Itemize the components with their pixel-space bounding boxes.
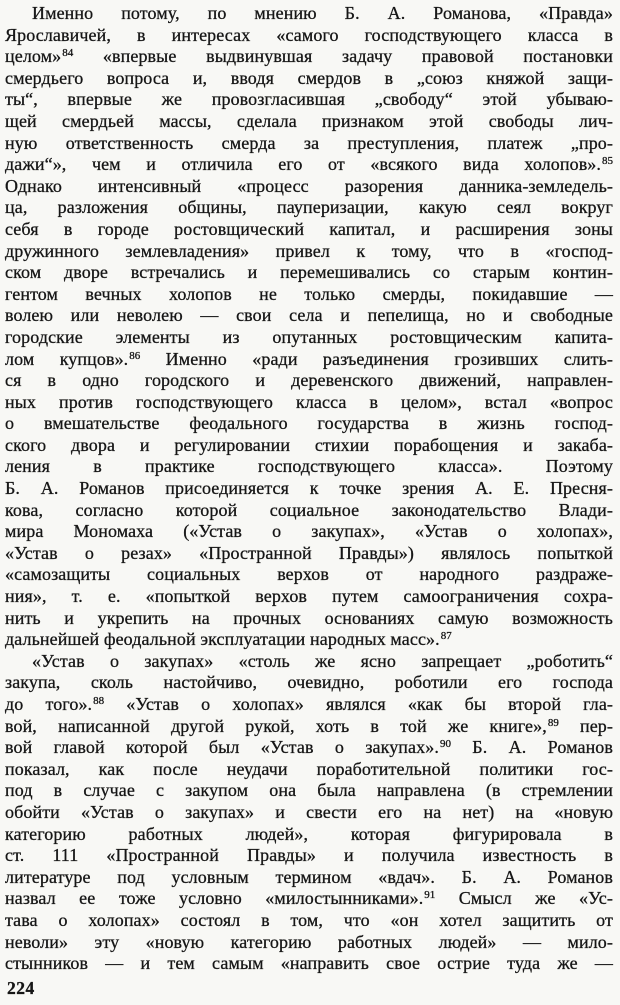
- text-line: Именно потому, по мнению Б. А. Романова, «Правда»: [32, 3, 613, 23]
- text-line: до того».$^{88}$ «Устав о холопах» являлся «как бы второй гла-: [5, 694, 614, 714]
- text-line: ца, разложения общины, пауперизации, какую сеял вокруг: [5, 197, 613, 218]
- text-line: Б. А. Романов присоединяется к точке зрения А. Е. Пресня-: [5, 478, 613, 499]
- text-line: стынников — и тем самым «направить свое острие туда же —: [5, 953, 613, 974]
- text-line: кова, согласно которой социальное законодательство Влади-: [5, 499, 613, 520]
- text-line: неволи» эту «новую категорию работных людей» — мило-: [5, 931, 613, 952]
- text-line: тава о холопах» состоял в том, что «он хотел защитить от: [5, 909, 613, 930]
- text-line: вой, написанной другой рукой, хоть в той же книге»,$^{89}$ пер-: [5, 715, 613, 736]
- text-line: ную ответственность смерда за преступления, платеж „про-: [5, 132, 613, 153]
- text-line: городские элементы из опутанных ростовщическим капита-: [5, 326, 613, 347]
- text-line: ся в одно городского и деревенского движений, направлен-: [5, 370, 613, 391]
- text-line: мира Мономаха («Устав о закупах», «Устав о холопах»,: [5, 521, 613, 542]
- text-line: Однако интенсивный «процесс разорения данника-земледель-: [5, 175, 613, 196]
- footnote-ref: 85: [602, 155, 613, 168]
- page-number: 224: [7, 978, 35, 998]
- text-line: дажи“», чем и отличила его от «всякого вида холопов».$^{85}$: [5, 154, 613, 175]
- footnote-ref: 91: [424, 889, 436, 902]
- footnote-ref: 90: [439, 738, 451, 751]
- footnote-ref: 87: [440, 630, 452, 643]
- text-line: «самозащиты социальных верхов от народного раздраже-: [5, 564, 613, 585]
- text-line: категорию работных людей», которая фигурировала в: [5, 823, 613, 844]
- text-line: целом»$^{84}$ «впервые выдвинувшая задачу правовой постановки: [5, 46, 613, 67]
- text-line: ст. 111 «Пространной Правды» и получила известность в: [5, 845, 613, 866]
- text-line: лом купцов».$^{86}$ Именно «ради разъединения грозивших слить-: [5, 348, 613, 369]
- text-line: вой главой которой был «Устав о закупах».$^{90}$ Б. А. Романов: [5, 737, 613, 758]
- footnote-ref: 89: [547, 716, 559, 729]
- text-line: Ярославичей, в интересах «самого господствующего класса в: [5, 24, 613, 45]
- text-line: нить и укрепить на прочных основаниях самую возможность: [5, 607, 613, 628]
- text-line: показал, как после неудачи поработительной политики гос-: [5, 758, 613, 779]
- body-text: [5, 3, 613, 975]
- footnote-ref: 86: [129, 349, 141, 362]
- text-line: «Устав о закупах» «столь же ясно запрещает „роботить“: [32, 650, 613, 671]
- text-line: ния», т. е. «попыткой верхов путем самоограничения сохра-: [5, 586, 613, 607]
- text-line: назвал ее тоже условно «милостынниками».$^{91}$ Смысл же «Ус-: [5, 888, 613, 909]
- text-line: «Устав о резах» «Пространной Правды») являлось попыткой: [5, 542, 613, 563]
- text-line: щей смердьей массы, сделала признаком этой свободы лич-: [5, 110, 613, 131]
- text-line: ском дворе встречались и перемешивались со старым контин-: [5, 262, 613, 283]
- text-line: обойти «Устав о закупах» и свести его на нет) на «новую: [5, 801, 613, 822]
- text-line: ты“, впервые же провозгласившая „свободу“ этой убываю-: [5, 89, 613, 110]
- text-line: ского двора и регулировании стихии порабощения и закаба-: [5, 434, 613, 455]
- text-line: ных против господствующего класса в целом», встал «вопрос: [5, 391, 613, 412]
- text-line: ления в практике господствующего класса». Поэтому: [5, 456, 613, 477]
- footnote-ref: 84: [62, 47, 74, 60]
- footnote-ref: 88: [93, 695, 105, 707]
- text-line: смердьего вопроса и, вводя смердов в „союз княжой защи-: [5, 67, 613, 88]
- text-line: дальнейшей феодальной эксплуатации народных масс».$^{87}$: [5, 629, 452, 650]
- text-line: гентом вечных холопов не только смерды, покидавшие —: [5, 283, 613, 304]
- text-line: закупа, сколь настойчиво, очевидно, роботили его господа: [5, 672, 613, 693]
- text-line: себя в городе ростовщический капитал, и расширения зоны: [5, 218, 613, 239]
- text-line: волею или неволею — свои села и пепелища, но и свободные: [5, 305, 613, 326]
- text-line: дружинного землевладения» привел к тому, что в «господ-: [5, 240, 613, 261]
- text-line: о вмешательстве феодального государства в жизнь господ-: [5, 413, 613, 434]
- text-line: под в случае с закупом она была направлена (в стремлении: [5, 780, 613, 801]
- text-line: литературе под условным термином «вдач». Б. А. Романов: [5, 866, 613, 887]
